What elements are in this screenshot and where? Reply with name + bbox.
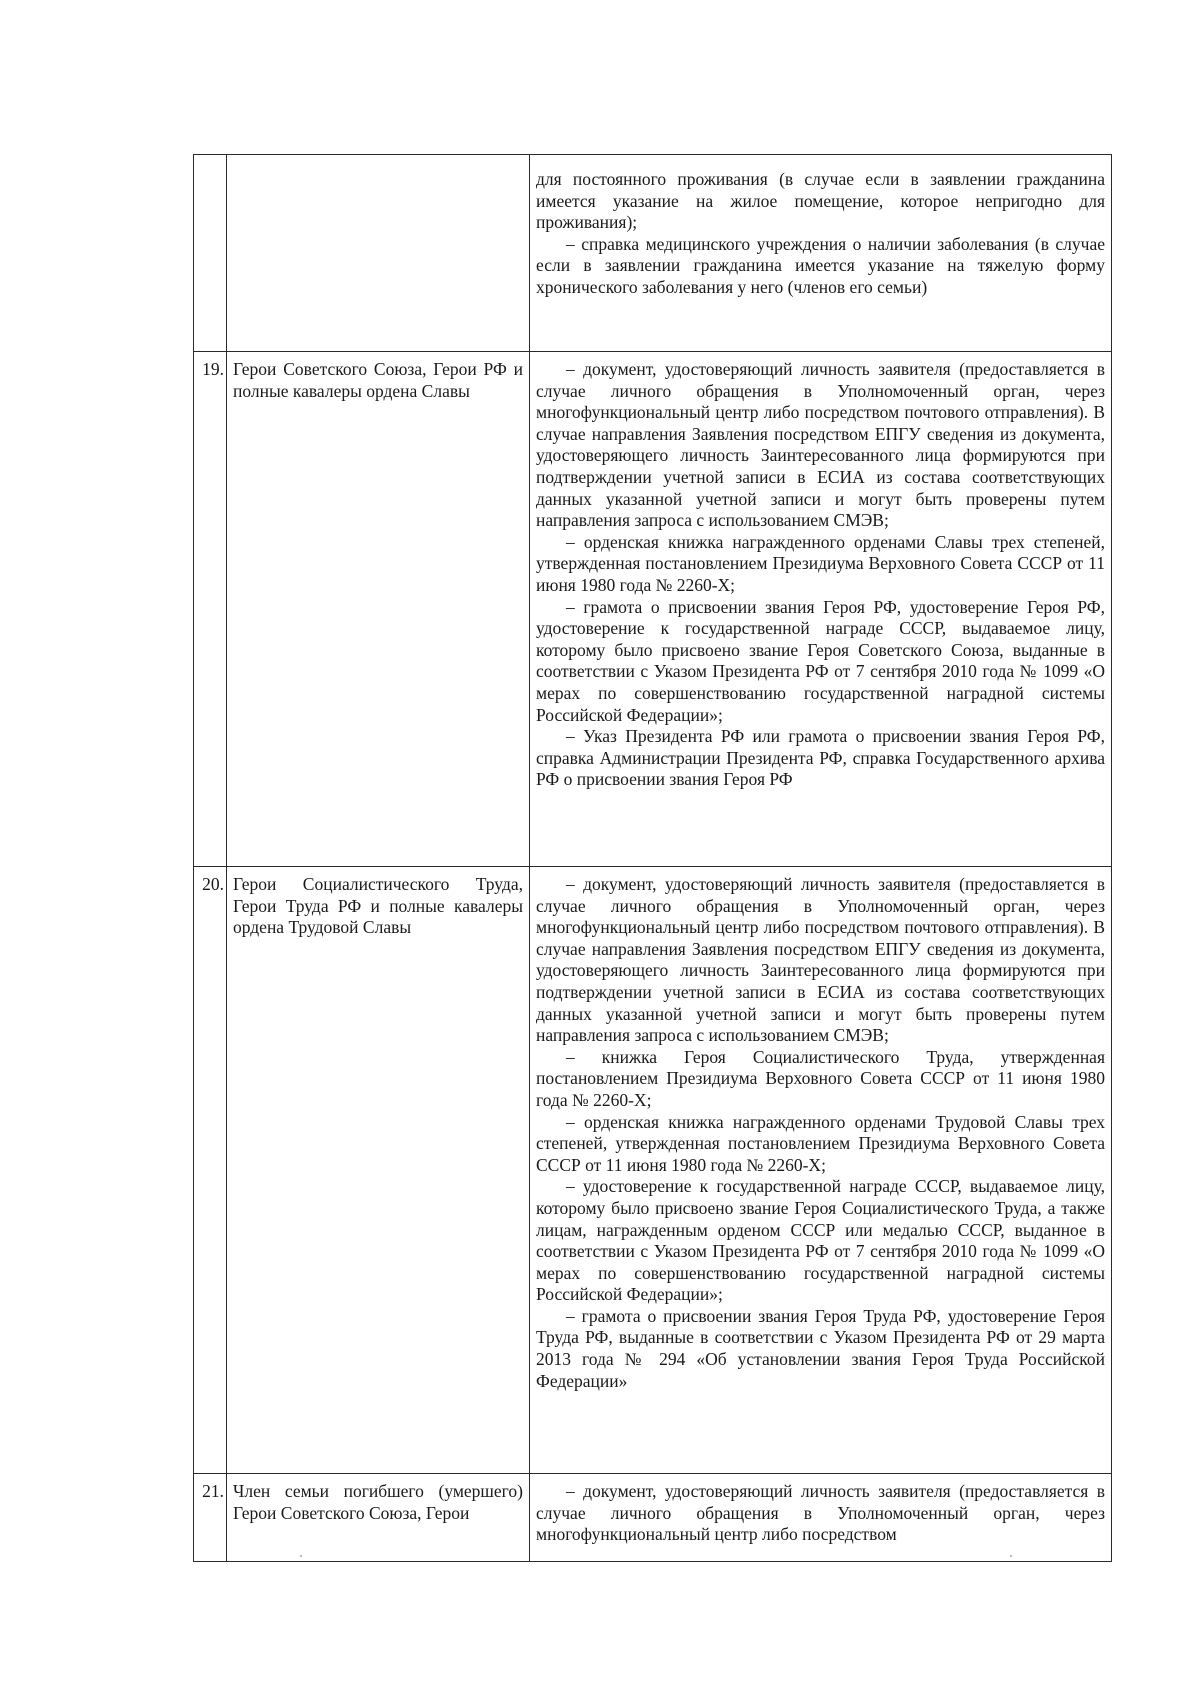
document-item: – документ, удостоверяющий личность заявителя (предоставляется в случае личного обращения в Уполномоченный орган, через многофункциональный центр либо посредством почтового отправления). В случае направления Заявления посредством ЕПГУ сведения из документа, удостоверяющего личность Заинтересованного лица формируются при подтверждении учетной записи в ЕСИА из состава соответствующих данных указанной учетной записи и могут быть проверены путем направления запроса с использованием СМЭВ;	[536, 359, 1105, 531]
document-item: – удостоверение к государственной награде СССР, выдаваемое лицу, которому было присвоено звание Героя Социалистического Труда, а также лицам, награжденным орденом СССР или медалью СССР, выданное в соответствии с Указом Президента РФ от 7 сентября 2010 года № 1099 «О мерах по совершенствованию государственной наградной системы Российской Федерации»;	[536, 1176, 1105, 1305]
row-category: Герои Социалистического Труда, Герои Труда РФ и полные кавалеры ордена Трудовой Славы	[227, 867, 530, 1474]
scan-artifact	[300, 1555, 302, 1557]
document-item: – документ, удостоверяющий личность заявителя (предоставляется в случае личного обращения в Уполномоченный орган, через многофункциональный центр либо посредством	[536, 1481, 1105, 1545]
table-row	[194, 867, 1112, 1474]
row-category: Член семьи погибшего (умершего) Герои Советского Союза, Герои	[227, 1474, 530, 1562]
row-category	[227, 155, 530, 352]
document-item: – грамота о присвоении звания Героя Труда РФ, удостоверение Героя Труда РФ, выданные в соответствии с Указом Президента РФ от 29 марта 2013 года № 294 «Об установлении звания Героя Труда Российской Федерации»	[536, 1305, 1105, 1391]
document-item: для постоянного проживания (в случае если в заявлении гражданина имеется указание на жилое помещение, которое непригодно для проживания);	[536, 169, 1105, 233]
row-category: Герои Советского Союза, Герои РФ и полные кавалеры ордена Славы	[227, 352, 530, 867]
scan-artifact	[1010, 1555, 1012, 1557]
row-documents	[530, 352, 1112, 867]
table-row	[194, 1474, 1112, 1562]
row-number	[194, 155, 227, 352]
document-item: – документ, удостоверяющий личность заявителя (предоставляется в случае личного обращения в Уполномоченный орган, через многофункциональный центр либо посредством почтового отправления). В случае направления Заявления посредством ЕПГУ сведения из документа, удостоверяющего личность Заинтересованного лица формируются при подтверждении учетной записи в ЕСИА из состава соответствующих данных указанной учетной записи и могут быть проверены путем направления запроса с использованием СМЭВ;	[536, 874, 1105, 1046]
document-item: – орденская книжка награжденного орденами Трудовой Славы трех степеней, утвержденная постановлением Президиума Верховного Совета СССР от 11 июня 1980 года № 2260-Х;	[536, 1111, 1105, 1175]
document-item: – книжка Героя Социалистического Труда, утвержденная постановлением Президиума Верховного Совета СССР от 11 июня 1980 года № 2260-Х;	[536, 1046, 1105, 1110]
row-number: 21.	[194, 1474, 227, 1562]
row-documents	[530, 1474, 1112, 1562]
document-item: – Указ Президента РФ или грамота о присвоении звания Героя РФ, справка Администрации Президента РФ, справка Государственного архива РФ о присвоении звания Героя РФ	[536, 726, 1105, 790]
document-item: – орденская книжка награжденного орденами Славы трех степеней, утвержденная постановлением Президиума Верховного Совета СССР от 11 июня 1980 года № 2260-Х;	[536, 531, 1105, 595]
row-documents	[530, 155, 1112, 352]
document-item: – справка медицинского учреждения о наличии заболевания (в случае если в заявлении гражданина имеется указание на тяжелую форму хронического заболевания у него (членов его семьи)	[536, 233, 1105, 297]
row-documents	[530, 867, 1112, 1474]
table-row	[194, 352, 1112, 867]
documents-table	[193, 154, 1112, 1562]
document-item: – грамота о присвоении звания Героя РФ, удостоверение Героя РФ, удостоверение к государственной награде СССР, выдаваемое лицу, которому было присвоено звание Героя Советского Союза, выданные в соответствии с Указом Президента РФ от 7 сентября 2010 года № 1099 «О мерах по совершенствованию государственной наградной системы Российской Федерации»;	[536, 596, 1105, 725]
row-number: 19.	[194, 352, 227, 867]
row-number: 20.	[194, 867, 227, 1474]
table-row	[194, 155, 1112, 352]
